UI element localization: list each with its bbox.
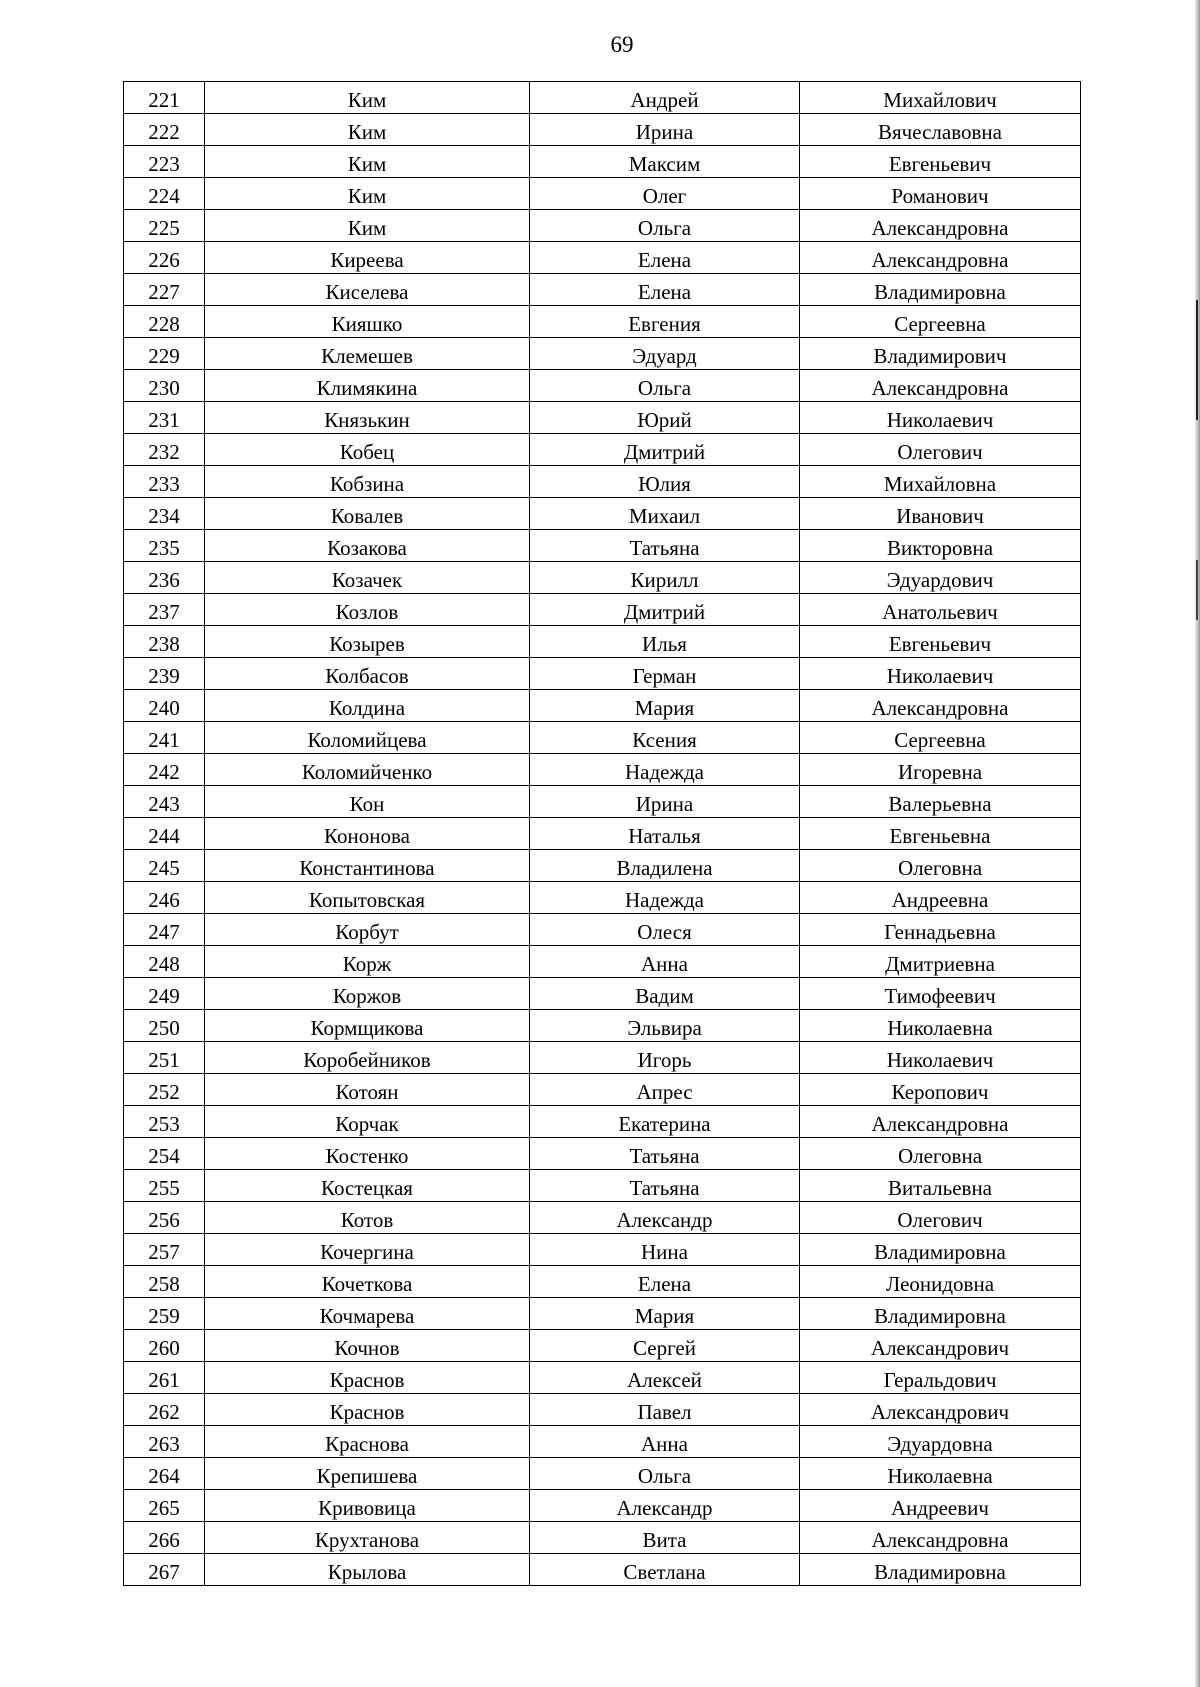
row-number-cell: 256	[124, 1202, 205, 1234]
row-number-cell: 231	[124, 402, 205, 434]
roster-table	[123, 81, 1081, 1586]
table-row	[124, 1266, 1081, 1298]
first-name-cell: Дмитрий	[530, 594, 800, 626]
patronymic-cell: Александровна	[800, 1522, 1081, 1554]
row-number-cell: 264	[124, 1458, 205, 1490]
patronymic-cell: Олегович	[800, 1202, 1081, 1234]
last-name-cell: Корбут	[205, 914, 530, 946]
patronymic-cell: Владимирович	[800, 338, 1081, 370]
table-row	[124, 1298, 1081, 1330]
row-number-cell: 237	[124, 594, 205, 626]
patronymic-cell: Александрович	[800, 1330, 1081, 1362]
last-name-cell: Кочергина	[205, 1234, 530, 1266]
row-number-cell: 257	[124, 1234, 205, 1266]
table-row	[124, 562, 1081, 594]
patronymic-cell: Вячеславовна	[800, 114, 1081, 146]
first-name-cell: Александр	[530, 1490, 800, 1522]
first-name-cell: Ирина	[530, 786, 800, 818]
patronymic-cell: Николаевна	[800, 1010, 1081, 1042]
row-number-cell: 230	[124, 370, 205, 402]
last-name-cell: Коржов	[205, 978, 530, 1010]
first-name-cell: Владилена	[530, 850, 800, 882]
row-number-cell: 240	[124, 690, 205, 722]
row-number-cell: 244	[124, 818, 205, 850]
patronymic-cell: Михайловна	[800, 466, 1081, 498]
first-name-cell: Илья	[530, 626, 800, 658]
first-name-cell: Надежда	[530, 882, 800, 914]
row-number-cell: 225	[124, 210, 205, 242]
patronymic-cell: Дмитриевна	[800, 946, 1081, 978]
scan-edge	[1194, 0, 1200, 1687]
last-name-cell: Кияшко	[205, 306, 530, 338]
patronymic-cell: Геральдович	[800, 1362, 1081, 1394]
last-name-cell: Крепишева	[205, 1458, 530, 1490]
patronymic-cell: Керопович	[800, 1074, 1081, 1106]
patronymic-cell: Александровна	[800, 242, 1081, 274]
table-row	[124, 1554, 1081, 1586]
last-name-cell: Костенко	[205, 1138, 530, 1170]
row-number-cell: 226	[124, 242, 205, 274]
row-number-cell: 249	[124, 978, 205, 1010]
first-name-cell: Елена	[530, 1266, 800, 1298]
patronymic-cell: Евгеньевич	[800, 626, 1081, 658]
first-name-cell: Наталья	[530, 818, 800, 850]
row-number-cell: 236	[124, 562, 205, 594]
patronymic-cell: Александровна	[800, 690, 1081, 722]
first-name-cell: Анна	[530, 946, 800, 978]
patronymic-cell: Николаевич	[800, 658, 1081, 690]
table-row	[124, 530, 1081, 562]
last-name-cell: Ким	[205, 178, 530, 210]
first-name-cell: Ксения	[530, 722, 800, 754]
table-row	[124, 1362, 1081, 1394]
last-name-cell: Котоян	[205, 1074, 530, 1106]
row-number-cell: 253	[124, 1106, 205, 1138]
last-name-cell: Козачек	[205, 562, 530, 594]
first-name-cell: Михаил	[530, 498, 800, 530]
patronymic-cell: Евгеньевна	[800, 818, 1081, 850]
patronymic-cell: Владимировна	[800, 1554, 1081, 1586]
row-number-cell: 228	[124, 306, 205, 338]
patronymic-cell: Александровна	[800, 1106, 1081, 1138]
last-name-cell: Константинова	[205, 850, 530, 882]
first-name-cell: Нина	[530, 1234, 800, 1266]
patronymic-cell: Эдуардович	[800, 562, 1081, 594]
first-name-cell: Вадим	[530, 978, 800, 1010]
row-number-cell: 265	[124, 1490, 205, 1522]
first-name-cell: Татьяна	[530, 1138, 800, 1170]
first-name-cell: Анна	[530, 1426, 800, 1458]
first-name-cell: Юлия	[530, 466, 800, 498]
table-row	[124, 178, 1081, 210]
table-row	[124, 402, 1081, 434]
last-name-cell: Киреева	[205, 242, 530, 274]
last-name-cell: Клемешев	[205, 338, 530, 370]
row-number-cell: 235	[124, 530, 205, 562]
last-name-cell: Козакова	[205, 530, 530, 562]
patronymic-cell: Владимировна	[800, 1298, 1081, 1330]
row-number-cell: 250	[124, 1010, 205, 1042]
last-name-cell: Кривовица	[205, 1490, 530, 1522]
patronymic-cell: Леонидовна	[800, 1266, 1081, 1298]
last-name-cell: Колбасов	[205, 658, 530, 690]
table-row	[124, 1330, 1081, 1362]
first-name-cell: Игорь	[530, 1042, 800, 1074]
table-row	[124, 434, 1081, 466]
table-row	[124, 498, 1081, 530]
table-row	[124, 914, 1081, 946]
row-number-cell: 252	[124, 1074, 205, 1106]
last-name-cell: Краснов	[205, 1394, 530, 1426]
row-number-cell: 229	[124, 338, 205, 370]
table-row	[124, 210, 1081, 242]
last-name-cell: Кочнов	[205, 1330, 530, 1362]
last-name-cell: Кобец	[205, 434, 530, 466]
last-name-cell: Ким	[205, 114, 530, 146]
last-name-cell: Коломийцева	[205, 722, 530, 754]
row-number-cell: 245	[124, 850, 205, 882]
patronymic-cell: Сергеевна	[800, 306, 1081, 338]
last-name-cell: Кобзина	[205, 466, 530, 498]
first-name-cell: Надежда	[530, 754, 800, 786]
table-row	[124, 338, 1081, 370]
table-row	[124, 82, 1081, 114]
patronymic-cell: Эдуардовна	[800, 1426, 1081, 1458]
row-number-cell: 234	[124, 498, 205, 530]
first-name-cell: Дмитрий	[530, 434, 800, 466]
last-name-cell: Козырев	[205, 626, 530, 658]
table-row	[124, 1010, 1081, 1042]
last-name-cell: Краснов	[205, 1362, 530, 1394]
table-row	[124, 1426, 1081, 1458]
last-name-cell: Котов	[205, 1202, 530, 1234]
first-name-cell: Герман	[530, 658, 800, 690]
table-row	[124, 1394, 1081, 1426]
table-row	[124, 946, 1081, 978]
table-row	[124, 1106, 1081, 1138]
row-number-cell: 266	[124, 1522, 205, 1554]
row-number-cell: 223	[124, 146, 205, 178]
patronymic-cell: Андреевна	[800, 882, 1081, 914]
table-row	[124, 754, 1081, 786]
table-row	[124, 786, 1081, 818]
first-name-cell: Ольга	[530, 210, 800, 242]
patronymic-cell: Витальевна	[800, 1170, 1081, 1202]
table-row	[124, 594, 1081, 626]
last-name-cell: Кормщикова	[205, 1010, 530, 1042]
scan-mark	[1196, 300, 1198, 420]
row-number-cell: 221	[124, 82, 205, 114]
patronymic-cell: Михайлович	[800, 82, 1081, 114]
first-name-cell: Ольга	[530, 1458, 800, 1490]
table-row	[124, 882, 1081, 914]
table-row	[124, 722, 1081, 754]
row-number-cell: 262	[124, 1394, 205, 1426]
patronymic-cell: Олеговна	[800, 1138, 1081, 1170]
first-name-cell: Алексей	[530, 1362, 800, 1394]
table-row	[124, 1138, 1081, 1170]
first-name-cell: Павел	[530, 1394, 800, 1426]
first-name-cell: Вита	[530, 1522, 800, 1554]
table-row	[124, 626, 1081, 658]
first-name-cell: Олеся	[530, 914, 800, 946]
last-name-cell: Кочмарева	[205, 1298, 530, 1330]
row-number-cell: 267	[124, 1554, 205, 1586]
table-row	[124, 818, 1081, 850]
row-number-cell: 224	[124, 178, 205, 210]
first-name-cell: Екатерина	[530, 1106, 800, 1138]
patronymic-cell: Александровна	[800, 210, 1081, 242]
last-name-cell: Корчак	[205, 1106, 530, 1138]
roster-table-body	[124, 82, 1081, 1586]
row-number-cell: 241	[124, 722, 205, 754]
last-name-cell: Коробейников	[205, 1042, 530, 1074]
table-row	[124, 1458, 1081, 1490]
scan-mark	[1196, 560, 1198, 620]
last-name-cell: Крухтанова	[205, 1522, 530, 1554]
last-name-cell: Костецкая	[205, 1170, 530, 1202]
row-number-cell: 243	[124, 786, 205, 818]
first-name-cell: Евгения	[530, 306, 800, 338]
row-number-cell: 233	[124, 466, 205, 498]
first-name-cell: Мария	[530, 1298, 800, 1330]
first-name-cell: Эльвира	[530, 1010, 800, 1042]
first-name-cell: Юрий	[530, 402, 800, 434]
first-name-cell: Татьяна	[530, 530, 800, 562]
last-name-cell: Кочеткова	[205, 1266, 530, 1298]
table-row	[124, 850, 1081, 882]
first-name-cell: Елена	[530, 274, 800, 306]
last-name-cell: Копытовская	[205, 882, 530, 914]
row-number-cell: 251	[124, 1042, 205, 1074]
patronymic-cell: Андреевич	[800, 1490, 1081, 1522]
row-number-cell: 238	[124, 626, 205, 658]
patronymic-cell: Геннадьевна	[800, 914, 1081, 946]
last-name-cell: Краснова	[205, 1426, 530, 1458]
last-name-cell: Ковалев	[205, 498, 530, 530]
patronymic-cell: Александрович	[800, 1394, 1081, 1426]
table-row	[124, 978, 1081, 1010]
patronymic-cell: Игоревна	[800, 754, 1081, 786]
row-number-cell: 261	[124, 1362, 205, 1394]
patronymic-cell: Владимировна	[800, 1234, 1081, 1266]
table-row	[124, 1042, 1081, 1074]
last-name-cell: Ким	[205, 82, 530, 114]
table-row	[124, 274, 1081, 306]
table-row	[124, 1234, 1081, 1266]
row-number-cell: 248	[124, 946, 205, 978]
first-name-cell: Александр	[530, 1202, 800, 1234]
first-name-cell: Ольга	[530, 370, 800, 402]
last-name-cell: Коломийченко	[205, 754, 530, 786]
first-name-cell: Андрей	[530, 82, 800, 114]
last-name-cell: Кононова	[205, 818, 530, 850]
row-number-cell: 246	[124, 882, 205, 914]
first-name-cell: Светлана	[530, 1554, 800, 1586]
table-row	[124, 242, 1081, 274]
last-name-cell: Колдина	[205, 690, 530, 722]
row-number-cell: 258	[124, 1266, 205, 1298]
first-name-cell: Кирилл	[530, 562, 800, 594]
table-row	[124, 1074, 1081, 1106]
last-name-cell: Кон	[205, 786, 530, 818]
table-row	[124, 690, 1081, 722]
patronymic-cell: Николаевич	[800, 402, 1081, 434]
row-number-cell: 254	[124, 1138, 205, 1170]
patronymic-cell: Сергеевна	[800, 722, 1081, 754]
patronymic-cell: Олегович	[800, 434, 1081, 466]
row-number-cell: 239	[124, 658, 205, 690]
last-name-cell: Козлов	[205, 594, 530, 626]
row-number-cell: 263	[124, 1426, 205, 1458]
table-row	[124, 146, 1081, 178]
table-row	[124, 1202, 1081, 1234]
first-name-cell: Сергей	[530, 1330, 800, 1362]
row-number-cell: 255	[124, 1170, 205, 1202]
patronymic-cell: Николаевна	[800, 1458, 1081, 1490]
first-name-cell: Максим	[530, 146, 800, 178]
last-name-cell: Князькин	[205, 402, 530, 434]
patronymic-cell: Валерьевна	[800, 786, 1081, 818]
first-name-cell: Олег	[530, 178, 800, 210]
patronymic-cell: Николаевич	[800, 1042, 1081, 1074]
last-name-cell: Корж	[205, 946, 530, 978]
first-name-cell: Татьяна	[530, 1170, 800, 1202]
table-row	[124, 114, 1081, 146]
last-name-cell: Киселева	[205, 274, 530, 306]
patronymic-cell: Владимировна	[800, 274, 1081, 306]
last-name-cell: Ким	[205, 210, 530, 242]
row-number-cell: 242	[124, 754, 205, 786]
patronymic-cell: Тимофеевич	[800, 978, 1081, 1010]
patronymic-cell: Анатольевич	[800, 594, 1081, 626]
row-number-cell: 247	[124, 914, 205, 946]
last-name-cell: Крылова	[205, 1554, 530, 1586]
patronymic-cell: Олеговна	[800, 850, 1081, 882]
first-name-cell: Ирина	[530, 114, 800, 146]
table-row	[124, 1170, 1081, 1202]
table-row	[124, 658, 1081, 690]
row-number-cell: 259	[124, 1298, 205, 1330]
page-number: 69	[610, 32, 634, 57]
table-row	[124, 370, 1081, 402]
patronymic-cell: Романович	[800, 178, 1081, 210]
last-name-cell: Климякина	[205, 370, 530, 402]
table-row	[124, 1490, 1081, 1522]
first-name-cell: Апрес	[530, 1074, 800, 1106]
first-name-cell: Эдуард	[530, 338, 800, 370]
row-number-cell: 222	[124, 114, 205, 146]
patronymic-cell: Евгеньевич	[800, 146, 1081, 178]
first-name-cell: Мария	[530, 690, 800, 722]
patronymic-cell: Иванович	[800, 498, 1081, 530]
patronymic-cell: Александровна	[800, 370, 1081, 402]
table-row	[124, 466, 1081, 498]
patronymic-cell: Викторовна	[800, 530, 1081, 562]
table-row	[124, 306, 1081, 338]
last-name-cell: Ким	[205, 146, 530, 178]
row-number-cell: 227	[124, 274, 205, 306]
first-name-cell: Елена	[530, 242, 800, 274]
table-row	[124, 1522, 1081, 1554]
row-number-cell: 232	[124, 434, 205, 466]
row-number-cell: 260	[124, 1330, 205, 1362]
